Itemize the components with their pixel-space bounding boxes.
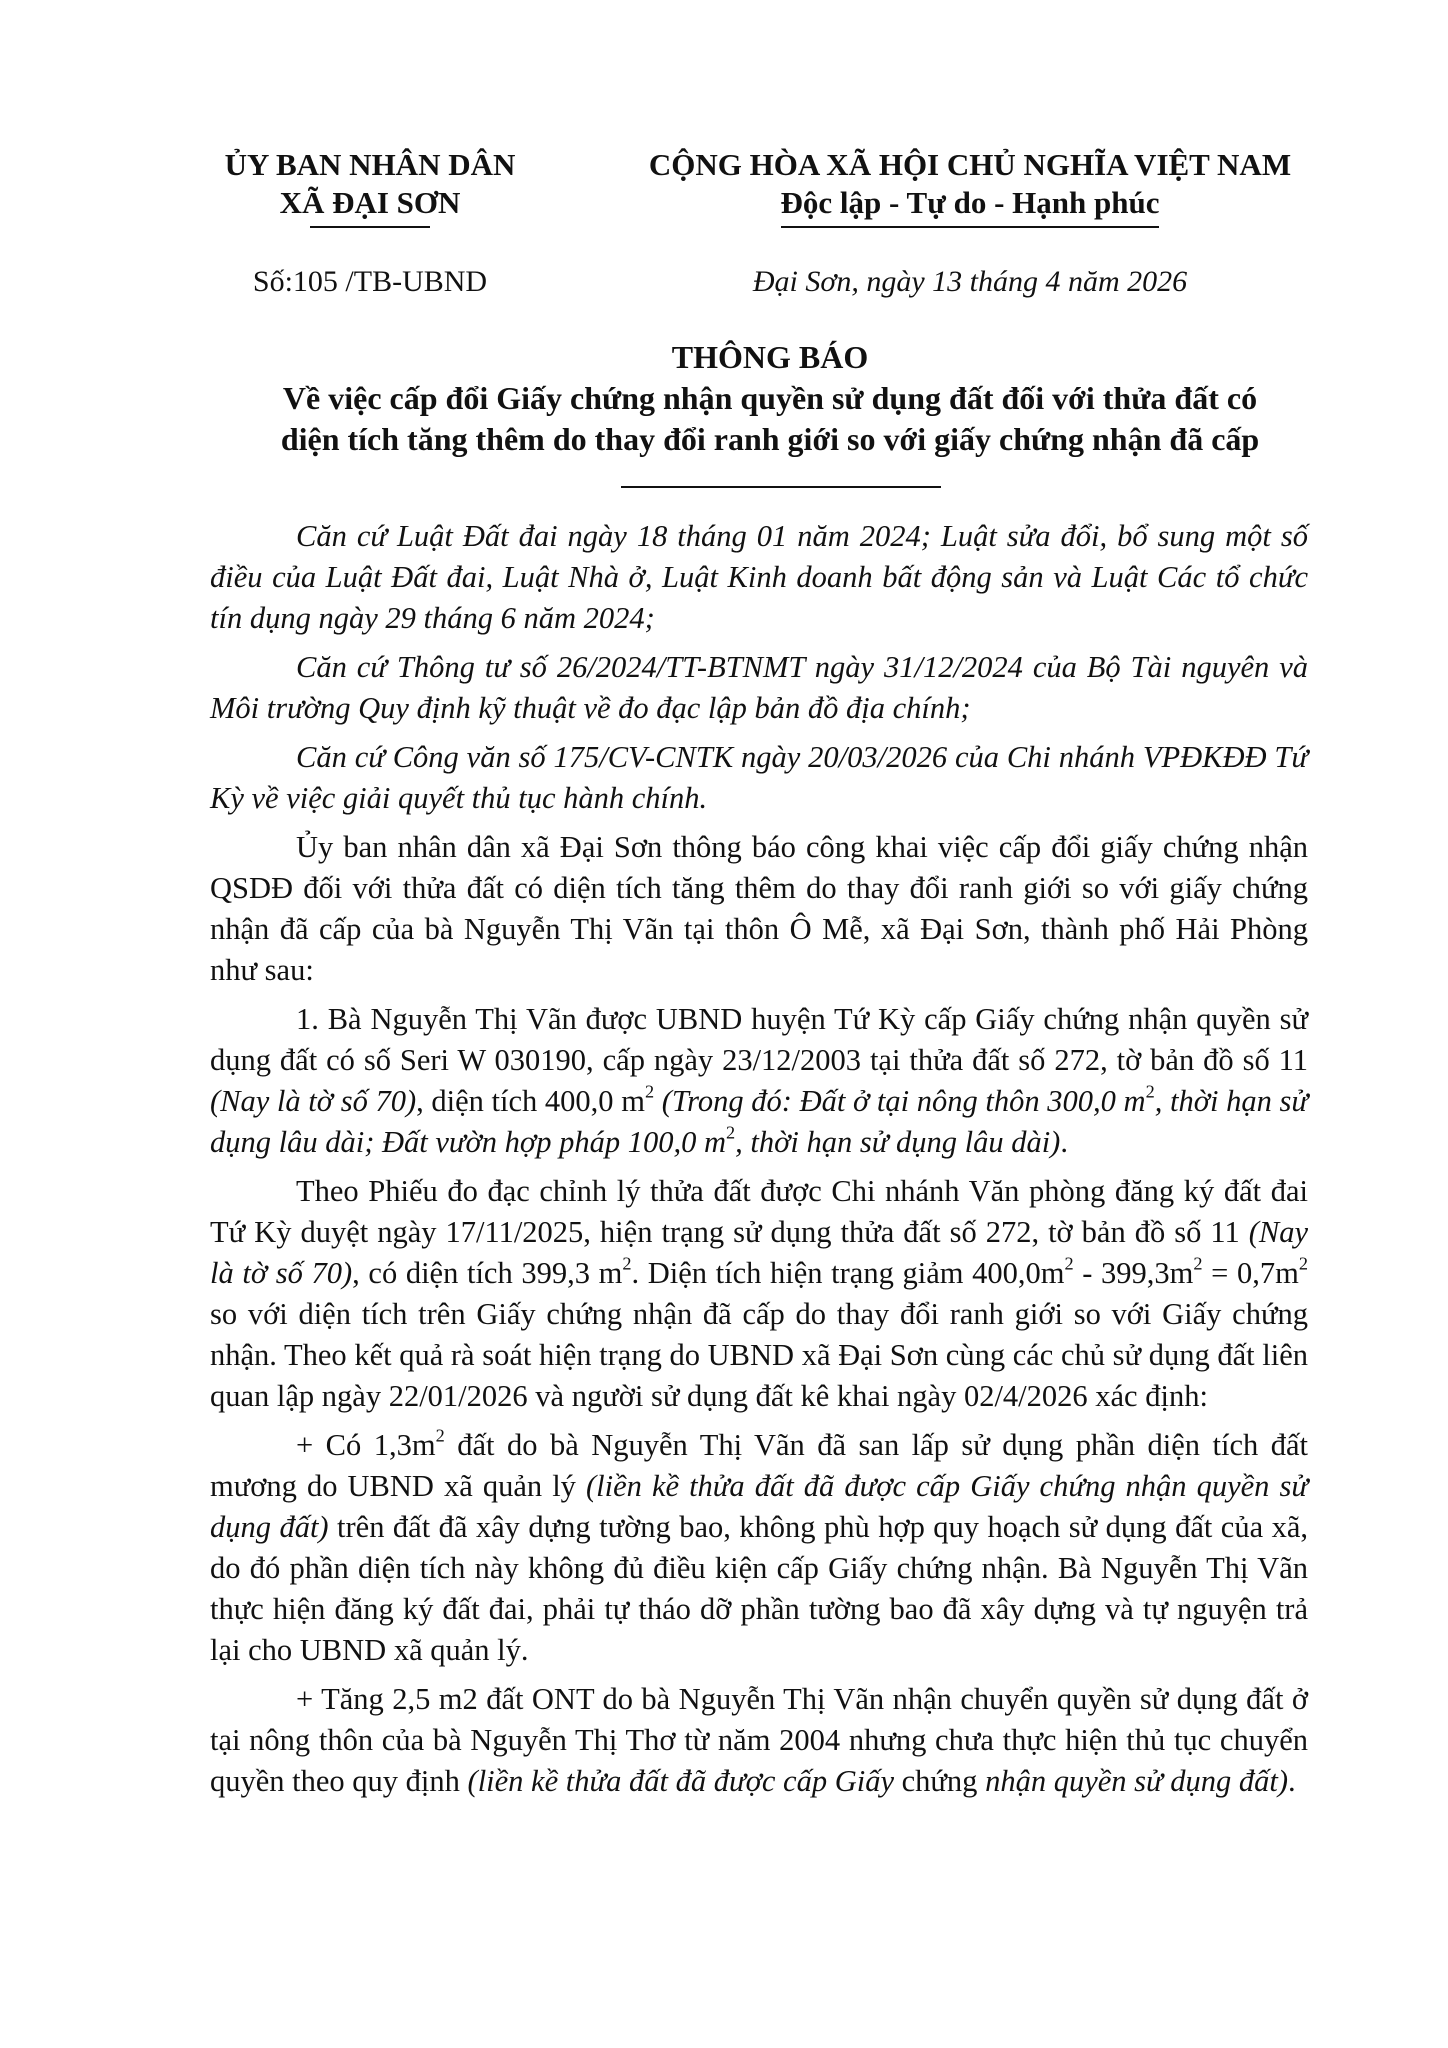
para2-text-e: = 0,7m (1202, 1256, 1299, 1290)
bullet1-text-b: đất do bà Nguyễn Thị Vãn đã san lấp sử dụng phần diện tích đất mương do UBND xã quản lý (210, 1428, 1308, 1503)
issuing-authority (210, 146, 530, 222)
authority-line2: XÃ ĐẠI SƠN (279, 185, 461, 220)
bullet1-note: (liền kề thửa đất đã được cấp Giấy chứng nhận quyền sử dụng đất) (210, 1469, 1308, 1544)
legal-basis-3: Căn cứ Công văn số 175/CV-CNTK ngày 20/03/2026 của Chi nhánh VPĐKĐĐ Tứ Kỳ về việc giải quyết thủ tục hành chính. (210, 740, 1308, 815)
bullet-2-paragraph (210, 1679, 1308, 1802)
para2-text-b: , có diện tích 399,3 m (352, 1256, 623, 1290)
legal-basis-1: Căn cứ Luật Đất đai ngày 18 tháng 01 năm 2024; Luật sửa đổi, bổ sung một số điều của Luật Đất đai, Luật Nhà ở, Luật Kinh doanh bất động sản và Luật Các tổ chức tín dụng ngày 29 tháng 6 năm 2024; (210, 519, 1308, 635)
bullet1-text-a: + Có 1,3m (296, 1428, 436, 1462)
sup-2: 2 (1064, 1253, 1074, 1274)
bullet2-note-a: (liền kề thửa đất đã được cấp Giấy (467, 1764, 894, 1798)
bullet2-text-b: chứng (893, 1764, 986, 1798)
para2-text-c: . Diện tích hiện trạng giảm 400,0m (631, 1256, 1065, 1290)
title-divider (621, 486, 941, 488)
para2-text-a: Theo Phiếu đo đạc chỉnh lý thửa đất được Chi nhánh Văn phòng đăng ký đất đai Tứ Kỳ duyệt ngày 17/11/2025, hiện trạng sử dụng thửa đất số 272, tờ bản đồ số 11 (210, 1174, 1308, 1249)
title-heading: THÔNG BÁO (671, 339, 869, 375)
document-number: Số:105 /TB-UBND (252, 265, 488, 298)
sup-2: 2 (1145, 1081, 1155, 1102)
intro-paragraph: Ủy ban nhân dân xã Đại Sơn thông báo công khai việc cấp đổi giấy chứng nhận QSDĐ đối với thửa đất có diện tích tăng thêm do thay đổi ranh giới so với giấy chứng nhận đã cấp của bà Nguyễn Thị Vãn tại thôn Ô Mễ, xã Đại Sơn, thành phố Hải Phòng như sau: (210, 830, 1308, 987)
bullet2-note-b: nhận quyền sử dụng đất) (985, 1764, 1289, 1798)
sup-2: 2 (644, 1081, 655, 1102)
sup-2: 2 (1193, 1253, 1203, 1274)
para2-text-f: so với diện tích trên Giấy chứng nhận đã cấp do thay đổi ranh giới so với Giấy chứng nhận. Theo kết quả rà soát hiện trạng do UBND xã Đại Sơn cùng các chủ sử dụng đất liên quan lập ngày 22/01/2026 và người sử dụng đất kê khai ngày 02/4/2026 xác định: (210, 1297, 1308, 1413)
sup-2: 2 (725, 1122, 736, 1143)
item-1-paragraph (210, 999, 1308, 1163)
place-date: Đại Sơn, ngày 13 tháng 4 năm 2026 (752, 265, 1188, 298)
nation-line1: CỘNG HÒA XÃ HỘI CHỦ NGHĨA VIỆT NAM (648, 147, 1292, 182)
survey-paragraph (210, 1171, 1308, 1417)
item1-text-b: , diện tích 400,0 m (416, 1084, 645, 1118)
item1-text-a: 1. Bà Nguyễn Thị Vãn được UBND huyện Tứ Kỳ cấp Giấy chứng nhận quyền sử dụng đất có số Seri W 030190, cấp ngày 23/12/2003 tại thửa đất số 272, tờ bản đồ số 11 (210, 1002, 1308, 1077)
item1-note-b: (Trong đó: Đất ở tại nông thôn 300,0 m (661, 1084, 1146, 1118)
bullet2-text-a: + Tăng 2,5 m2 đất ONT do bà Nguyễn Thị Vãn nhận chuyển quyền sử dụng đất ở tại nông thôn của bà Nguyễn Thị Thơ từ năm 2004 nhưng chưa thực hiện thủ tục chuyển quyền theo quy định (210, 1682, 1308, 1798)
sup-2: 2 (435, 1425, 445, 1446)
bullet2-text-c: . (1288, 1764, 1296, 1798)
item1-note-c: , thời hạn sử dụng lâu dài; Đất vườn hợp pháp 100,0 m (210, 1084, 1309, 1159)
item1-note-d: , thời hạn sử dụng lâu dài) (735, 1125, 1061, 1159)
legal-basis-2: Căn cứ Thông tư số 26/2024/TT-BTNMT ngày 31/12/2024 của Bộ Tài nguyên và Môi trường Quy định kỹ thuật về đo đạc lập bản đồ địa chính; (210, 650, 1308, 725)
subject-line2: diện tích tăng thêm do thay đổi ranh giới so với giấy chứng nhận đã cấp (280, 421, 1260, 457)
national-heading (600, 146, 1340, 222)
sup-2: 2 (1298, 1253, 1308, 1274)
bullet-1-paragraph (210, 1425, 1308, 1671)
nation-motto: Độc lập - Tự do - Hạnh phúc (780, 185, 1160, 220)
bullet1-text-c: trên đất đã xây dựng tường bao, không phù hợp quy hoạch sử dụng đất của xã, do đó phần diện tích này không đủ điều kiện cấp Giấy chứng nhận. Bà Nguyễn Thị Vãn thực hiện đăng ký đất đai, phải tự tháo dỡ phần tường bao đã xây dựng và tự nguyện trả lại cho UBND xã quản lý. (210, 1510, 1308, 1667)
authority-line1: ỦY BAN NHÂN DÂN (224, 147, 516, 182)
para2-note: (Nay là tờ số 70) (210, 1215, 1308, 1290)
document-body (210, 516, 1308, 1810)
item1-text-c: . (1060, 1125, 1068, 1159)
sup-2: 2 (622, 1253, 632, 1274)
item1-note-a: (Nay là tờ số 70) (210, 1084, 417, 1118)
subject-line1: Về việc cấp đổi Giấy chứng nhận quyền sử dụng đất đối với thửa đất có (282, 380, 1258, 416)
para2-text-d: - 399,3m (1073, 1256, 1194, 1290)
document-title (200, 337, 1340, 460)
